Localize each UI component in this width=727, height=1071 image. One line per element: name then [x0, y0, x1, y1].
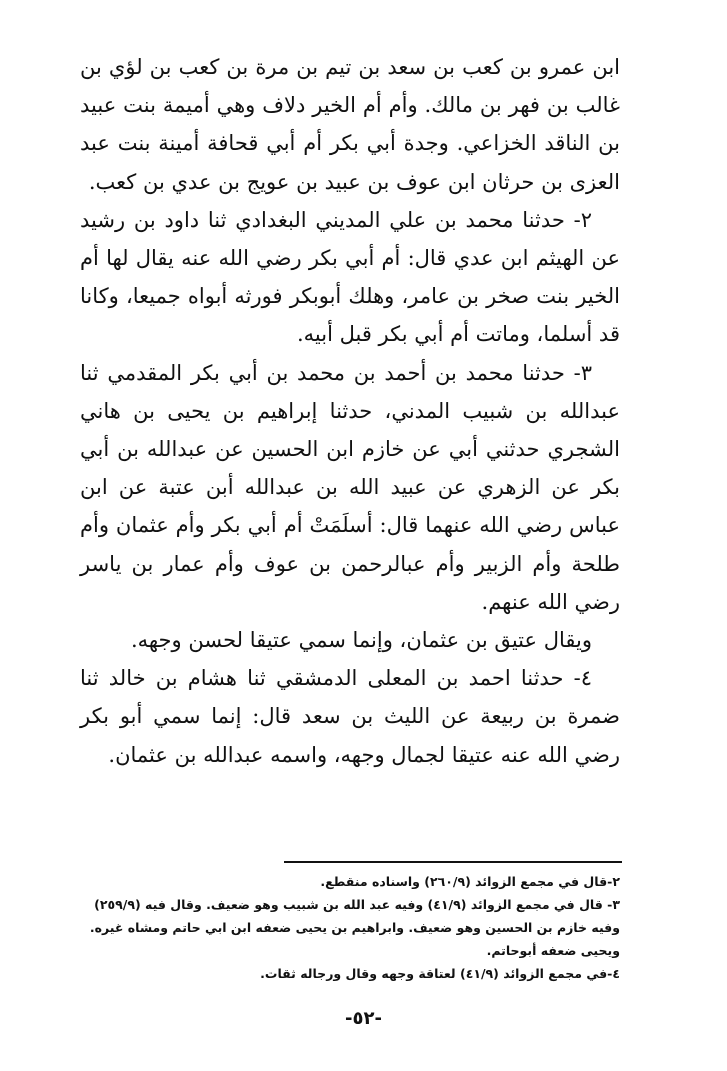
paragraph-hadith-4: ٤- حدثنا احمد بن المعلى الدمشقي ثنا هشام بن خالد ثنا ضمرة بن ربيعة عن الليث بن سعد قال: إنما سمي أبو بكر رضي الله عنه عتيقا لجمال وجهه، واسمه عبدالله بن عثمان.	[80, 666, 620, 767]
paragraph-note: ويقال عتيق بن عثمان، وإنما سمي عتيقا لحسن وجهه.	[130, 628, 592, 653]
main-text	[80, 48, 620, 774]
footnote-2: ٢-قال في مجمع الزوائد (٢٦٠/٩) واسناده منقطع.	[320, 874, 620, 889]
page-number: -٥٢-	[345, 1008, 382, 1029]
paragraph-hadith-2: ٢- حدثنا محمد بن علي المديني البغدادي ثنا داود بن رشيد عن الهيثم ابن عدي قال: أم أبي بكر رضي الله عنه يقال لها أم الخير بنت صخر بن عامر، وهلك أبوبكر فورثه أبواه جميعا، وكانا قد أسلما، وماتت أم أبي بكر قبل أبيه.	[80, 207, 620, 347]
footnote-3: ٣- قال في مجمع الزوائد (٤١/٩) وفيه عبد الله بن شبيب وهو ضعيف. وقال فيه (٢٥٩/٩) وفيه خازم بن الحسين وهو ضعيف. وابراهيم بن يحيى ضعفه ابن ابي حاتم ومشاه غيره. ويحيى ضعفه أبوحاتم.	[89, 897, 620, 958]
paragraph-hadith-3: ٣- حدثنا محمد بن أحمد بن محمد بن أبي بكر المقدمي ثنا عبدالله بن شبيب المدني، حدثنا إبراهيم بن يحيى بن هاني الشجري حدثني أبي عن خازم ابن الحسين عن عبدالله بن أبي بكر عن الزهري عن عبيد الله بن عبدالله أبن عتبة عن ابن عباس رضي الله عنهما قال: أسلَمَتْ أم أبي بكر وأم عثمان وأم طلحة وأم الزبير وأم عبالرحمن بن عوف وأم عمار بن ياسر رضي الله عنهم.	[80, 360, 620, 614]
footnote-4: ٤-في مجمع الزوائد (٤١/٩) لعتاقة وجهه وقال ورجاله ثقات.	[260, 966, 620, 981]
paragraph-1: ابن عمرو بن كعب بن سعد بن تيم بن مرة بن كعب بن لؤي بن غالب بن فهر بن مالك. وأم أم الخير دلاف وهي أميمة بنت عبيد بن الناقد الخزاعي. وجدة أبي بكر أم أبي قحافة أمينة بنت عبد العزى بن حرثان ابن عوف بن عبيد بن عويج بن عدي بن كعب.	[80, 55, 620, 194]
footnotes	[70, 870, 620, 985]
footnote-divider	[284, 861, 622, 863]
